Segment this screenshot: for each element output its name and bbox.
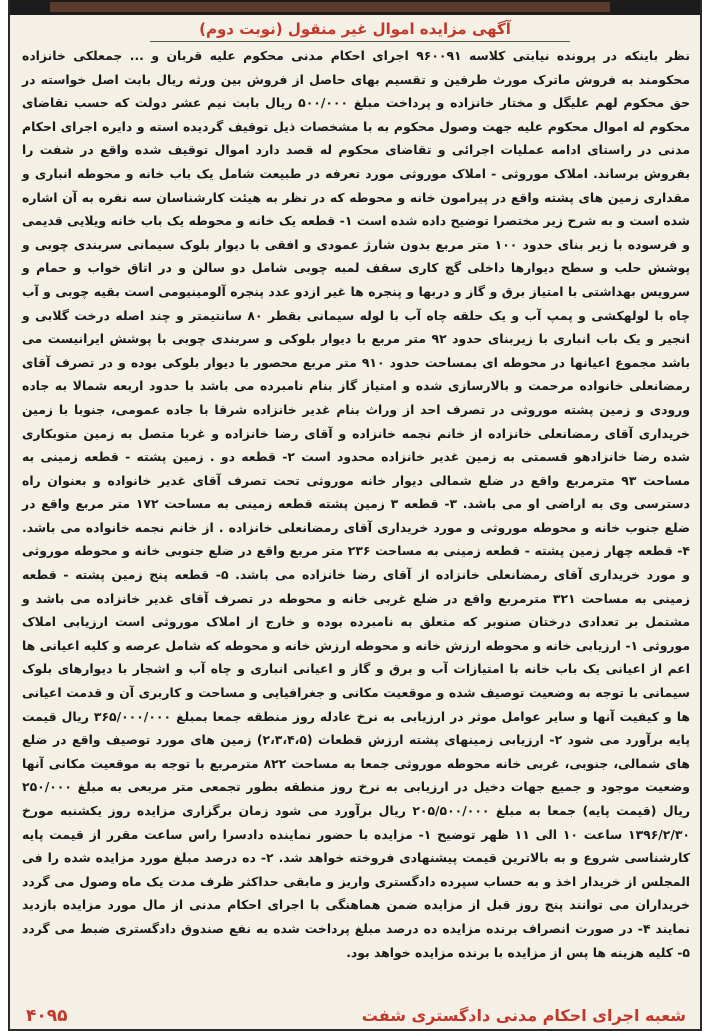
issuing-authority: شعبه اجرای احکام مدنی دادگستری شفت xyxy=(361,1006,686,1025)
notice-footer xyxy=(10,1003,700,1029)
page-number: ۴۰۹۵ xyxy=(26,1006,68,1026)
newspaper-clipping xyxy=(8,0,702,1031)
notice-title: آگهی مزایده اموال غیر منقول (نوبت دوم) xyxy=(199,20,511,38)
top-border-stripe xyxy=(50,2,610,12)
title-divider xyxy=(150,41,570,42)
top-border-bar xyxy=(10,0,700,15)
notice-body: نظر باینکه در پرونده نیابتی کلاسه ۹۶۰۰۹۱ اجرای احکام مدنی محکوم علیه قربان و ... جمعلکی خانزاده محکومند به فروش ماترک مورث طرفین و تقسیم بهای حاصل از فروش بین ورثه ریال بابت اصل خواسته در حق محکوم لهم علیگل و مختار خانزاده و پرداخت مبلغ ۵۰۰/۰۰۰ ریال بابت نیم عشر دولت که حسب تقاضای محکوم له اموال محکوم علیه جهت وصول محکوم به با مشخصات ذیل توقیف گردیده استه و دایره اجرای احکام مدنی در راستای ادامه عملیات اجرائی و تقاضای محکوم له قصد دارد اموال توقیف شده واقع در شفت را بفروش برساند. املاک موروثی - املاک موروثی مورد تعرفه در طبیعت شامل یک باب خانه و محوطه انباری و مقداری زمین های پشته واقع در پیرامون خانه و محوطه که در نظر به هیئت کارشناسان سه نفره به آن اشاره شده است و به شرح زیر مختصرا توضیح داده شده است ۱- قطعه یک خانه و محوطه یک باب خانه ویلایی قدیمی و فرسوده با زیر بنای حدود ۱۰۰ متر مربع بدون شارژ عمودی و افقی با دیوار بلوک سیمانی سربندی چوبی و پوشش حلب و سطح دیوارها داخلی گچ کاری سقف لمبه چوبی شامل دو سالن و در اتاق خواب و حمام و سرویس بهداشتی با امتیاز برق و گاز و دربها و پنجره ها غیر ازدو عدد پنجره آلومینیومی است بقیه چوبی و آب چاه با لولهکشی و پمپ آب و یک حلقه چاه آب با لوله سیمانی بقطر ۸۰ سانتیمتر و چند اصله درخت گلابی و انجیر و یک باب انباری با زیربنای حدود ۹۲ متر مربع با دیوار بلوکی و سربندی چوبی با پوشش ایرانیست می باشد مجموع اعیانها در محوطه ای بمساحت حدود ۹۱۰ متر مربع محصور با دیوار بلوکی بوده و در تصرف آقای رمضانعلی خانواده مرحمت و بالارسازی شده و امتیاز گاز بنام نامبرده می باشد با حدود اربعه شمالا به جاده ورودی و زمین پشته موروثی در تصرف احد از وراث بنام غدیر خانزاده شرقا با جاده عمومی، جنوبا با زمین خریداری آقای رمضانعلی خانزاده از خانم نجمه خانزاده و آقای رضا خانزاده و غربا متصل به زمین متوبکاری شده رضا خانزادهو قسمتی به زمین غدیر خانزاده محدود است ۲- قطعه دو . زمین پشته - قطعه زمینی به مساحت ۹۳ مترمربع واقع در ضلع شمالی دیوار خانه موروثی تحت تصرف آقای غدیر خانواده و بعنوان راه دسترسی وی به اراضی او می باشد. ۳- قطعه ۳ زمین پشته قطعه زمینی به مساحت ۱۷۲ متر مربع واقع در ضلع جنوب خانه و محوطه موروثی و مورد خریداری آقای رمضانعلی خانزاده . از خانم نجمه خانواده می باشد. ۴- قطعه چهار زمین پشته - قطعه زمینی به مساحت ۲۳۶ متر مربع واقع در ضلع جنوبی خانه و محوطه موروثی و مورد خریداری آقای رمضانعلی خانزاده از آقای رضا خانزاده می باشد. ۵- قطعه پنج زمین پشته - قطعه زمینی به مساحت ۳۲۱ مترمربع واقع در ضلع غربی خانه و محوطه در تصرف آقای غدیر خانزاده می باشد و مشتمل بر تعدادی درختان صنوبر که متعلق به نامبرده بوده و خارج از املاک موروثی است ارزیابی املاک موروثی ۱- ارزیابی خانه و محوطه ارزش خانه و محوطه ارزش خانه و محوطه که شامل عرصه و کلیه اعیانی ها اعم از اعیانی یک باب خانه با امتیازات آب و برق و گاز و اعیانی انباری و چاه آب و اشجار با دیوارهای بلوک سیمانی با توجه به وضعیت توصیف شده و موقعیت مکانی و جغرافیایی و مساحت و کاربری آن و قدمت اعیانی ها و کیفیت آنها و سایر عوامل موثر در ارزیابی به نرخ عادله روز منطقه جمعا بمبلغ ۳۶۵/۰۰۰/۰۰۰ ریال قیمت پایه برآورد می شود ۲- ارزیابی زمینهای پشته ارزش قطعات (۲،۳،۴،۵) زمین های مورد توصیف واقع در ضلع های شمالی، جنوبی، غربی خانه محوطه موروثی جمعا به مساحت ۸۲۲ مترمربع با توجه به موقعیت مکانی آنها وضعیت موجود و جمیع جهات دخیل در ارزیابی به نرخ روز منطقه بطور تجمعی متر مربعی به مبلغ ۲۵۰/۰۰۰ ریال (قیمت پایه) جمعا به مبلغ ۲۰۵/۵۰۰/۰۰۰ ریال برآورد می شود زمان برگزاری مزایده روز یکشنبه مورخ ۱۳۹۶/۲/۳۰ ساعت ۱۰ الی ۱۱ ظهر توضیح ۱- مزایده با حضور نماینده دادسرا راس ساعت مقرر از قیمت پایه کارشناسی شروع و به بالاترین قیمت پیشنهادی فروخته خواهد شد. ۲- ده درصد مبلغ مورد مزایده شده را فی المجلس از خریدار اخذ و به حساب سپرده دادگستری واریز و مابقی حداکثر ظرف مدت یک ماه وصول می گردد خریداران می توانند پنج روز قبل از مزایده ضمن هماهنگی با اجرای احکام مدنی از مال مورد مزایده بازدید نمایند ۴- در صورت انصراف برنده مزایده ده درصد مبلغ پرداخت شده به نفع صندوق دادگستری ضبط می گردد ۵- کلیه هزینه ها پس از مزایده با برنده مزایده خواهد بود. xyxy=(22,48,691,960)
